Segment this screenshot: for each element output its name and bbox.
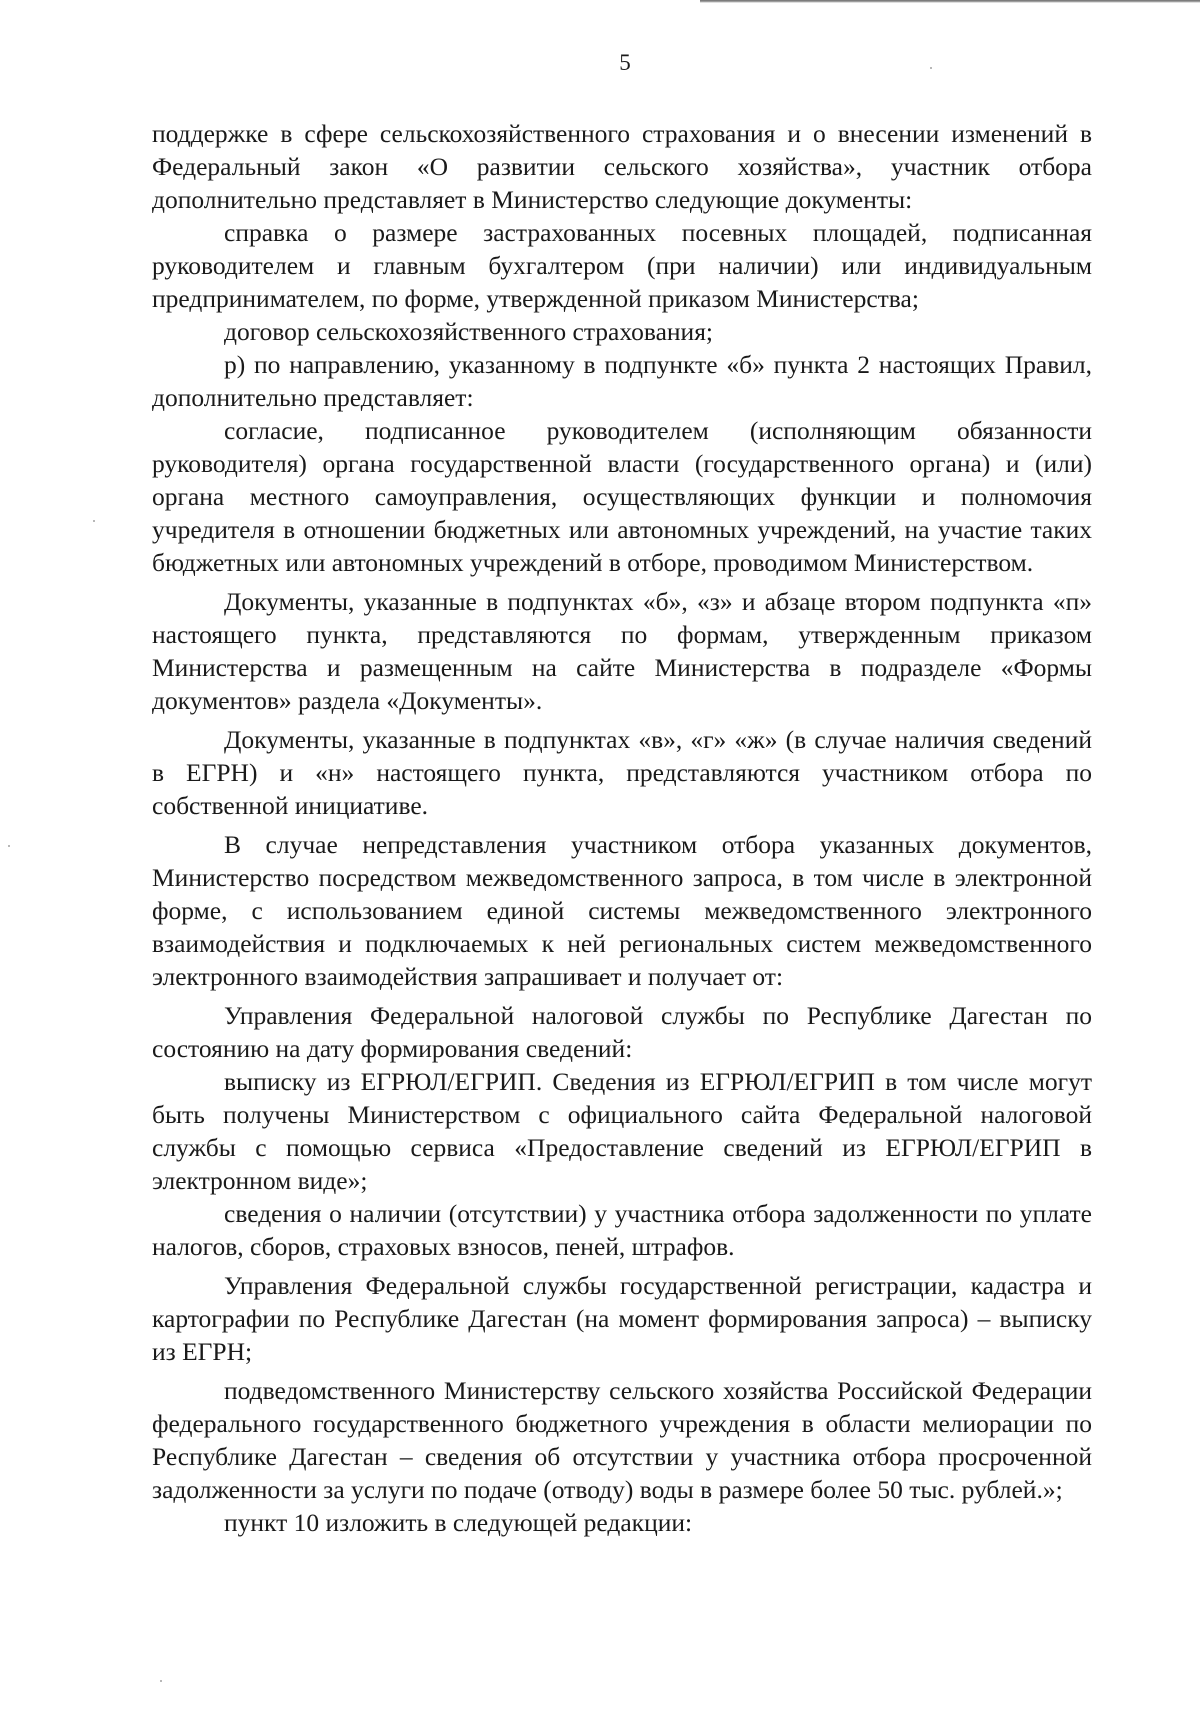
paragraph: сведения о наличии (отсутствии) у участника отбора задолженности по уплате налогов, сборов, страховых взносов, пеней, штрафов. — [152, 1199, 1092, 1261]
scan-speck — [930, 67, 932, 69]
scan-speck — [160, 1680, 162, 1682]
paragraph: подведомственного Министерству сельского хозяйства Российской Федерации федерального государственного бюджетного учреждения в области мелиорации по Республике Дагестан – сведения об отсутствии у участника отбора просроченной задолженности за услуги по подаче (отводу) воды в размере более 50 тыс. рублей.»; — [152, 1376, 1092, 1504]
paragraph: р) по направлению, указанному в подпункте «б» пункта 2 настоящих Правил, дополнительно представляет: — [152, 350, 1092, 412]
paragraph: выписку из ЕГРЮЛ/ЕГРИП. Сведения из ЕГРЮЛ/ЕГРИП в том числе могут быть получены Министерством с официального сайта Федеральной налоговой службы с помощью сервиса «Предоставление сведений из ЕГРЮЛ/ЕГРИП в электронном виде»; — [152, 1067, 1092, 1195]
paragraph: пункт 10 изложить в следующей редакции: — [224, 1508, 693, 1537]
scan-speck — [93, 520, 95, 522]
paragraph: договор сельскохозяйственного страхования; — [224, 317, 714, 346]
scan-speck — [8, 845, 10, 847]
paragraph: Управления Федеральной службы государственной регистрации, кадастра и картографии по Республике Дагестан (на момент формирования запроса) – выписку из ЕГРН; — [152, 1271, 1092, 1366]
paragraph: Документы, указанные в подпунктах «б», «з» и абзаце втором подпункта «п» настоящего пункта, представляются по формам, утвержденным приказом Министерства и размещенным на сайте Министерства в подразделе «Формы документов» раздела «Документы». — [152, 587, 1092, 715]
page-number: 5 — [619, 50, 631, 75]
paragraph: поддержке в сфере сельскохозяйственного страхования и о внесении изменений в Федеральный закон «О развитии сельского хозяйства», участник отбора дополнительно представляет в Министерство следующие документы: — [152, 119, 1092, 214]
paragraph: согласие, подписанное руководителем (исполняющим обязанности руководителя) органа государственной власти (государственного органа) и (или) органа местного самоуправления, осуществляющих функции и полномочия учредителя в отношении бюджетных или автономных учреждений, на участие таких бюджетных или автономных учреждений в отборе, проводимом Министерством. — [152, 416, 1092, 577]
paragraph: Документы, указанные в подпунктах «в», «г» «ж» (в случае наличия сведений в ЕГРН) и «н» настоящего пункта, представляются участником отбора по собственной инициативе. — [152, 725, 1092, 820]
paragraph: Управления Федеральной налоговой службы по Республике Дагестан по состоянию на дату формирования сведений: — [152, 1001, 1092, 1063]
scan-edge-shadow — [700, 0, 1200, 4]
document-body — [152, 117, 1092, 1539]
paragraph: справка о размере застрахованных посевных площадей, подписанная руководителем и главным бухгалтером (при наличии) или индивидуальным предпринимателем, по форме, утвержденной приказом Министерства; — [152, 218, 1092, 313]
paragraph: В случае непредставления участником отбора указанных документов, Министерство посредством межведомственного запроса, в том числе в электронной форме, с использованием единой системы межведомственного электронного взаимодействия и подключаемых к ней региональных систем межведомственного электронного взаимодействия запрашивает и получает от: — [152, 830, 1092, 991]
